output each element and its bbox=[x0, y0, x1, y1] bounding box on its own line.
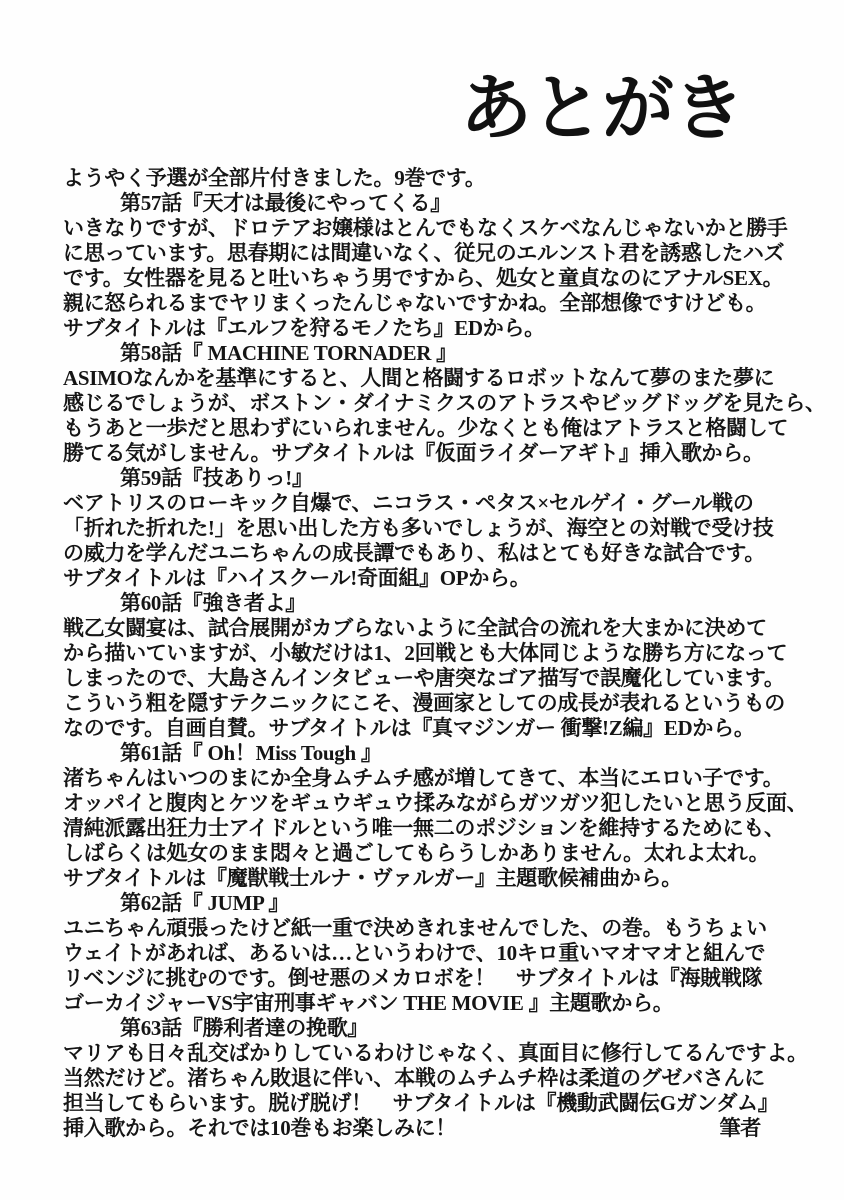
text-line: 勝てる気がしません。サブタイトルは『仮面ライダーアギト』挿入歌から。 bbox=[63, 441, 764, 465]
chapter-heading: 第60話『強き者よ』 bbox=[120, 591, 306, 615]
text-line: 担当してもらいます。脱げ脱げ！ サブタイトルは『機動武闘伝Gガンダム』 bbox=[63, 1091, 779, 1115]
chapter-heading: 第59話『技ありっ!』 bbox=[120, 466, 313, 490]
text-line: 感じるでしょうが、ボストン・ダイナミクスのアトラスやビッグドッグを見たら、 bbox=[63, 391, 826, 415]
text-line: 戦乙女闘宴は、試合展開がカブらないように全試合の流れを大まかに決めて bbox=[63, 616, 767, 640]
text-line: リベンジに挑むのです。倒せ悪のメカロボを！ サブタイトルは『海賊戦隊 bbox=[63, 966, 763, 990]
text-line: オッパイと腹肉とケツをギュウギュウ揉みながらガツガツ犯したいと思う反面、 bbox=[63, 791, 808, 815]
chapter-heading: 第57話『天才は最後にやってくる』 bbox=[120, 191, 451, 215]
afterword-text-block bbox=[63, 166, 826, 1141]
text-line: マリアも日々乱交ばかりしているわけじゃなく、真面目に修行してるんですよ。 bbox=[63, 1041, 808, 1065]
text-line: いきなりですが、ドロテアお嬢様はとんでもなくスケベなんじゃないかと勝手 bbox=[63, 216, 788, 240]
text-line bbox=[63, 1116, 787, 1141]
text-line: に思っています。思春期には間違いなく、従兄のエルンスト君を誘惑したハズ bbox=[63, 241, 785, 265]
text-line: ようやく予選が全部片付きました。9巻です。 bbox=[63, 166, 486, 190]
text-line: 清純派露出狂力士アイドルという唯一無二のポジションを維持するためにも、 bbox=[63, 816, 785, 840]
text-line: ASIMOなんかを基準にすると、人間と格闘するロボットなんて夢のまた夢に bbox=[63, 366, 775, 390]
text-line: ゴーカイジャーVS宇宙刑事ギャバン THE MOVIE 』主題歌から。 bbox=[63, 991, 674, 1015]
page-title: あとがき bbox=[459, 66, 744, 150]
text-line: ベアトリスのローキック自爆で、ニコラス・ペタス×セルゲイ・グール戦の bbox=[63, 491, 754, 515]
text-line: 渚ちゃんはいつのまにか全身ムチムチ感が増してきて、本当にエロい子です。 bbox=[63, 766, 784, 790]
text-line: 「折れた折れた!」を思い出した方も多いでしょうが、海空との対戦で受け技 bbox=[63, 516, 774, 540]
text-line: もうあと一歩だと思わずにいられません。少なくとも俺はアトラスと格闘して bbox=[63, 416, 789, 440]
text-line: 当然だけど。渚ちゃん敗退に伴い、本戦のムチムチ枠は柔道のグゼバさんに bbox=[63, 1066, 765, 1090]
text-line: サブタイトルは『魔獣戦士ルナ・ヴァルガー』主題歌候補曲から。 bbox=[63, 866, 682, 890]
text-line: の威力を学んだユニちゃんの成長譚でもあり、私はとても好きな試合です。 bbox=[63, 541, 766, 565]
text-line: なのです。自画自賛。サブタイトルは『真マジンガー 衝撃!Z編』EDから。 bbox=[63, 716, 755, 740]
closing-text: 挿入歌から。それでは10巻もお楽しみに！ bbox=[63, 1116, 456, 1140]
text-line: しばらくは処女のまま悶々と過ごしてもらうしかありません。太れよ太れ。 bbox=[63, 841, 770, 865]
text-line: から描いていますが、小敏だけは1、2回戦とも大体同じような勝ち方になって bbox=[63, 641, 788, 665]
chapter-heading: 第61話『 Oh！Miss Tough 』 bbox=[120, 741, 382, 765]
text-line: です。女性器を見ると吐いちゃう男ですから、処女と童貞なのにアナルSEX。 bbox=[63, 266, 784, 290]
text-line: ユニちゃん頑張ったけど紙一重で決めきれませんでした、の巻。もうちょい bbox=[63, 916, 767, 940]
chapter-heading: 第63話『勝利者達の挽歌』 bbox=[120, 1016, 369, 1040]
text-line: ウェイトがあれば、あるいは…というわけで、10キロ重いマオマオと組んで bbox=[63, 941, 766, 965]
chapter-heading: 第58話『 MACHINE TORNADER 』 bbox=[120, 341, 457, 365]
text-line: サブタイトルは『ハイスクール!奇面組』OPから。 bbox=[63, 566, 531, 590]
text-line: 親に怒られるまでヤリまくったんじゃないですかね。全部想像ですけども。 bbox=[63, 291, 767, 315]
text-line: しまったので、大島さんインタビューや唐突なゴア描写で誤魔化しています。 bbox=[63, 666, 785, 690]
text-line: サブタイトルは『エルフを狩るモノたち』EDから。 bbox=[63, 316, 545, 340]
author-signature: 筆者 bbox=[719, 1116, 761, 1140]
text-line: こういう粗を隠すテクニックにこそ、漫画家としての成長が表れるというもの bbox=[63, 691, 785, 715]
chapter-heading: 第62話『 JUMP 』 bbox=[120, 891, 290, 915]
